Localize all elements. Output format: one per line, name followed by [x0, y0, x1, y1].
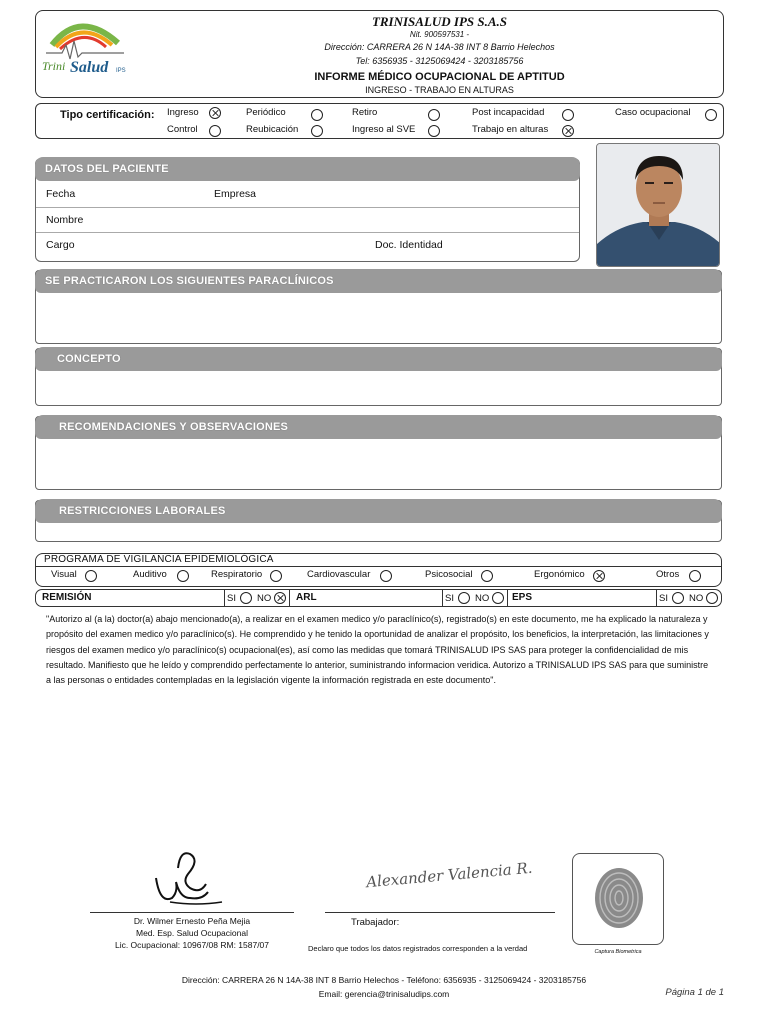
vig-auditivo-label: Auditivo: [133, 569, 167, 580]
arl-si-radio[interactable]: [458, 592, 470, 604]
patient-section-title: DATOS DEL PACIENTE: [35, 157, 580, 181]
page-number: Página 1 de 1: [665, 987, 724, 998]
option-trabajo-alturas-label: Trabajo en alturas: [472, 124, 549, 135]
eps-si-label: SI: [659, 593, 668, 604]
option-reubicacion-label: Reubicación: [246, 124, 299, 135]
paraclinicos-section-title: SE PRACTICARON LOS SIGUIENTES PARACLÍNICOS: [35, 269, 722, 293]
consent-text: "Autorizo al (a la) doctor(a) abajo mencionado(a), a realizar en el examen medico y/o paraclínico(s), registrado(s) en este documento, me ha explicado la naturaleza y propósito del examen medico y/o paraclínico(s). He comprendido y he tenido la oportunidad de analizar el propósito, los beneficios, la interpretación, las limitaciones y riesgos del examen medico y/o paraclínico(s) ocupacional(es), así como las medidas que tomará TRINISALUD IPS SAS para proteger la confidencialidad de mis resultado. Manifiesto que he leído y comprendido perfectamente lo anterior, suministrando informacion veridica. Autorizo a TRINISALUD IPS SAS para que suministre a las personas o entidades contempladas en la legislación vigente la información registrada en este documento".: [46, 614, 709, 686]
doctor-signature-line: [90, 912, 294, 913]
doc-identidad-label: Doc. Identidad: [375, 239, 443, 251]
eps-divider: [507, 590, 508, 606]
vigilancia-divider: [36, 566, 721, 567]
vig-visual-label: Visual: [51, 569, 77, 580]
recomendaciones-section-title: RECOMENDACIONES Y OBSERVACIONES: [35, 415, 722, 439]
svg-text:Salud: Salud: [70, 59, 109, 76]
document-header: [35, 10, 724, 98]
company-logo: [40, 13, 135, 78]
nombre-label: Nombre: [46, 214, 84, 226]
concepto-section-title: CONCEPTO: [35, 347, 722, 371]
vig-otros-radio[interactable]: [689, 570, 701, 582]
svg-text:IPS: IPS: [116, 68, 126, 74]
remision-si-radio[interactable]: [240, 592, 252, 604]
footer-email: Email: gerencia@trinisaludips.com: [318, 989, 450, 999]
eps-si-divider: [656, 590, 657, 606]
empresa-label: Empresa: [214, 188, 257, 200]
arl-si-divider: [442, 590, 443, 606]
document-title: INFORME MÉDICO OCUPACIONAL DE APTITUD: [314, 71, 565, 83]
arl-si-label: SI: [445, 593, 454, 604]
option-ingreso-sve-radio[interactable]: [428, 125, 440, 137]
remision-no-label: NO: [257, 593, 272, 604]
biometric-box: [572, 853, 664, 945]
company-address: Dirección: CARRERA 26 N 14A-38 INT 8 Barrio Helechos: [324, 42, 555, 52]
remision-label: REMISIÓN: [42, 592, 92, 603]
restricciones-section-title: RESTRICCIONES LABORALES: [35, 499, 722, 523]
fecha-label: Fecha: [46, 188, 76, 200]
vig-auditivo-radio[interactable]: [177, 570, 189, 582]
option-reubicacion-radio[interactable]: [311, 125, 323, 137]
company-phones: Tel: 6356935 - 3125069424 - 3203185756: [355, 56, 524, 66]
vig-cardiovascular-radio[interactable]: [380, 570, 392, 582]
worker-signature: Alexander Valencia R.: [365, 858, 534, 892]
certification-type-box: [35, 103, 724, 139]
biometric-label: Captura Biometrica: [594, 949, 642, 955]
doctor-title: Med. Esp. Salud Ocupacional: [136, 928, 248, 938]
vigilancia-title: PROGRAMA DE VIGILANCIA EPIDEMIOLÓGICA: [44, 554, 274, 565]
option-control-label: Control: [167, 124, 198, 135]
patient-row-cargo: [36, 232, 579, 257]
option-ingreso-sve-label: Ingreso al SVE: [352, 124, 416, 135]
option-retiro-label: Retiro: [352, 107, 378, 118]
option-post-incapacidad-label: Post incapacidad: [472, 107, 545, 118]
patient-row-fecha: [36, 182, 579, 207]
vigilancia-box: [35, 553, 722, 587]
svg-text:Trini: Trini: [42, 59, 66, 73]
option-retiro-radio[interactable]: [428, 109, 440, 121]
vig-ergonomico-label: Ergonómico: [534, 569, 585, 580]
arl-divider: [289, 590, 290, 606]
doctor-signature: [150, 848, 230, 910]
option-ingreso-radio[interactable]: [209, 107, 221, 119]
eps-no-radio[interactable]: [706, 592, 718, 604]
arl-label: ARL: [296, 592, 317, 603]
remision-no-radio[interactable]: [274, 592, 286, 604]
remision-divider: [224, 590, 225, 606]
eps-si-radio[interactable]: [672, 592, 684, 604]
vig-ergonomico-radio[interactable]: [593, 570, 605, 582]
worker-signature-line: [325, 912, 555, 913]
vig-visual-radio[interactable]: [85, 570, 97, 582]
doctor-license: Lic. Ocupacional: 10967/08 RM: 1587/07: [114, 940, 270, 950]
option-post-incapacidad-radio[interactable]: [562, 109, 574, 121]
patient-row-nombre: [36, 207, 579, 232]
option-ingreso-label: Ingreso: [167, 107, 199, 118]
option-trabajo-alturas-radio[interactable]: [562, 125, 574, 137]
declaration-text: Declaro que todos los datos registrados corresponden a la verdad: [308, 944, 528, 953]
option-control-radio[interactable]: [209, 125, 221, 137]
eps-no-label: NO: [689, 593, 704, 604]
option-periodico-label: Periódico: [246, 107, 286, 118]
certification-label: Tipo certificación:: [60, 109, 155, 121]
company-nit: Nit. 900597531 -: [409, 30, 470, 39]
patient-photo: [596, 143, 720, 267]
option-caso-ocupacional-label: Caso ocupacional: [615, 107, 691, 118]
cargo-label: Cargo: [46, 239, 75, 251]
vig-respiratorio-label: Respiratorio: [211, 569, 263, 580]
vig-psicosocial-radio[interactable]: [481, 570, 493, 582]
option-periodico-radio[interactable]: [311, 109, 323, 121]
company-name: TRINISALUD IPS S.A.S: [371, 14, 508, 29]
option-caso-ocupacional-radio[interactable]: [705, 109, 717, 121]
arl-no-label: NO: [475, 593, 490, 604]
document-subtitle: INGRESO - TRABAJO EN ALTURAS: [365, 85, 514, 95]
worker-label: Trabajador:: [351, 917, 400, 928]
vig-respiratorio-radio[interactable]: [270, 570, 282, 582]
eps-label: EPS: [512, 592, 533, 603]
remision-row: [35, 589, 722, 607]
vig-cardiovascular-label: Cardiovascular: [307, 569, 371, 580]
vig-otros-label: Otros: [656, 569, 680, 580]
footer-address: Dirección: CARRERA 26 N 14A-38 INT 8 Barrio Helechos - Teléfono: 6356935 - 3125069424 - 3203185756: [181, 975, 587, 985]
arl-no-radio[interactable]: [492, 592, 504, 604]
remision-si-label: SI: [227, 593, 236, 604]
fingerprint-icon: [573, 854, 665, 946]
vig-psicosocial-label: Psicosocial: [425, 569, 473, 580]
doctor-name: Dr. Wilmer Ernesto Peña Mejia: [133, 916, 251, 926]
